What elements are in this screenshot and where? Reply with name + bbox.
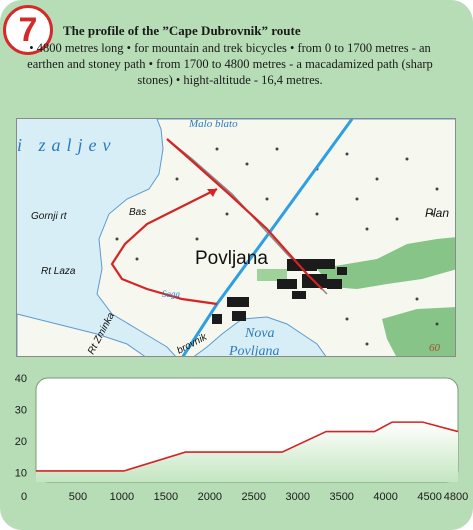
x-tick-label: 4800: [443, 491, 469, 503]
x-tick-label: 2500: [241, 491, 267, 503]
map-label-saga: Saga: [162, 289, 180, 299]
y-tick-label: 40: [14, 373, 27, 385]
route-map[interactable]: [16, 118, 456, 357]
map-label-malo-blato: Malo blato: [189, 119, 238, 130]
y-tick-label: 30: [14, 404, 27, 417]
map-label-rt-zminka: Rt Zminka: [85, 311, 118, 357]
map-label-rt-laza: Rt Laza: [41, 266, 76, 277]
x-tick-label: 0: [20, 491, 28, 503]
x-tick-label: 500: [68, 491, 88, 503]
x-tick-label: 2000: [197, 491, 223, 503]
y-tick-label: 20: [14, 436, 27, 449]
profile-chart: [0, 370, 473, 530]
x-tick-label: 4500: [417, 491, 442, 503]
map-label-povljana: Povljana: [195, 248, 268, 269]
x-tick-label: 3500: [329, 491, 354, 503]
x-tick-label: 4000: [373, 491, 398, 503]
elevation-profile: [0, 370, 473, 530]
map-label-dubrovnik: brovnik: [175, 331, 209, 357]
map-label-povljana-bay: Povljana: [229, 344, 280, 358]
y-tick-label: 10: [14, 467, 27, 480]
map-label-bas: Bas: [129, 207, 147, 218]
route-description: • 4800 metres long • for mountain and trek bicycles • from 0 to 1700 metres - an earthen and stoney path • from 1700 to 4800 metres - a macadamized path (sharp stones) • hight-altitude - 16,4 metres.: [27, 41, 433, 87]
route-number-badge: 7: [3, 5, 53, 55]
map-label-gornji-rt: Gornji rt: [31, 211, 67, 222]
map-label-zaljev: i zaljev: [17, 135, 117, 155]
map-label-plan: Plan: [425, 206, 450, 220]
map-canvas: [17, 119, 456, 357]
map-label-contour: 60: [429, 342, 440, 354]
x-tick-label: 3000: [285, 491, 310, 503]
map-label-nova: Nova: [245, 326, 275, 341]
route-title: The profile of the ”Cape Dubrovnik” route: [63, 23, 301, 38]
x-tick-label: 1000: [109, 491, 135, 503]
x-tick-label: 1500: [153, 491, 179, 503]
